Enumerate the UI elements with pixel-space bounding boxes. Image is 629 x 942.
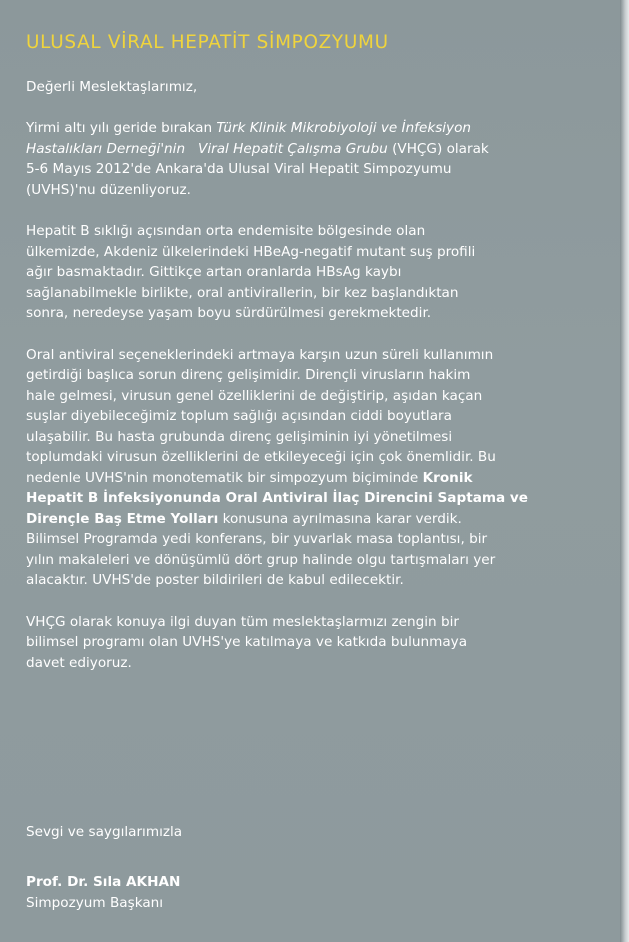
text-line: ağır basmaktadır. Gittikçe artan oranlarda HBsAg kaybı xyxy=(26,264,402,280)
text-line: ülkemizde, Akdeniz ülkelerindeki HBeAg-negatif mutant suş profili xyxy=(26,243,476,260)
text-line: getirdiği başlıca sorun direnç gelişimidir. Dirençli virusların hakim xyxy=(26,367,471,383)
paragraph-hepatitis-b xyxy=(26,221,620,324)
text-line: davet ediyoruz. xyxy=(26,654,132,671)
topic-title: Hepatit B İnfeksiyonunda Oral Antiviral İlaç Direncini Saptama ve xyxy=(26,490,529,506)
text-line: (UVHS)'nu düzenliyoruz. xyxy=(26,181,191,198)
letter-body xyxy=(26,32,620,694)
greeting: Değerli Meslektaşlarımız, xyxy=(26,79,198,95)
text-line: Hepatit B sıklığı açısından orta endemisite bölgesinde olan xyxy=(26,223,426,239)
signature-role: Simpozyum Başkanı xyxy=(26,895,164,911)
society-name: Türk Klinik Mikrobiyoloji ve İnfeksiyon xyxy=(216,120,472,136)
text-line: 5-6 Mayıs 2012'de Ankara'da Ulusal Viral Hepatit Simpozyumu xyxy=(26,161,452,177)
paper-edge xyxy=(620,0,629,942)
topic-title: Kronik xyxy=(422,469,473,486)
text-line: sağlanabilmekle birlikte, oral antivirallerin, bir kez başlandıktan xyxy=(26,284,459,301)
text-line xyxy=(26,118,620,139)
text-line: yılın makaleleri ve dönüşümlü dört grup halinde olgu tartışmaları yer xyxy=(26,551,496,568)
text-line: alacaktır. UVHS'de poster bildirileri de kabul edilecektir. xyxy=(26,572,404,588)
paragraph-intro xyxy=(26,118,620,200)
text-line: suşlar diyebileceğimiz toplum sağlığı açısından ciddi boyutlara xyxy=(26,408,452,424)
signature-name: Prof. Dr. Sıla AKHAN xyxy=(26,874,181,890)
text-span: konusuna ayrılmasına karar verdik. xyxy=(218,510,462,527)
text-line: hale gelmesi, virusun genel özelliklerini de değiştirip, aşıdan kaçan xyxy=(26,387,483,404)
text-line xyxy=(26,509,620,530)
paragraph-resistance xyxy=(26,345,620,591)
text-line xyxy=(26,468,620,489)
text-span: nedenle UVHS'nin monotematik bir simpozyum biçiminde xyxy=(26,469,423,486)
text-line: VHÇG olarak konuya ilgi duyan tüm meslektaşlarmızı zengin bir xyxy=(26,613,459,630)
text-line: toplumdaki virusun özelliklerini de etkileyeceği için çok önemlidir. Bu xyxy=(26,449,496,465)
working-group-name: Viral Hepatit Çalışma Grubu xyxy=(185,140,388,157)
page-title: ULUSAL VİRAL HEPATİT SİMPOZYUMU xyxy=(26,32,389,53)
text-line: bilimsel programı olan UVHS'ye katılmaya ve katkıda bulunmaya xyxy=(26,634,468,650)
paragraph-invitation xyxy=(26,612,620,674)
text-span: (VHÇG) olarak xyxy=(387,140,489,157)
text-line xyxy=(26,139,620,160)
text-span: Yirmi altı yılı geride bırakan xyxy=(26,120,217,136)
closing-line: Sevgi ve saygılarımızla xyxy=(26,824,183,840)
text-line: Oral antiviral seçeneklerindeki artmaya karşın uzun süreli kullanımın xyxy=(26,346,494,363)
topic-title: Dirençle Baş Etme Yolları xyxy=(26,510,219,527)
text-line: sonra, neredeyse yaşam boyu sürdürülmesi gerekmektedir. xyxy=(26,305,432,321)
society-name-cont: Hastalıkları Derneği'nin xyxy=(26,140,186,157)
text-line: ulaşabilir. Bu hasta grubunda direnç gelişiminin iyi yönetilmesi xyxy=(26,428,453,445)
text-line: Bilimsel Programda yedi konferans, bir yuvarlak masa toplantısı, bir xyxy=(26,531,488,547)
